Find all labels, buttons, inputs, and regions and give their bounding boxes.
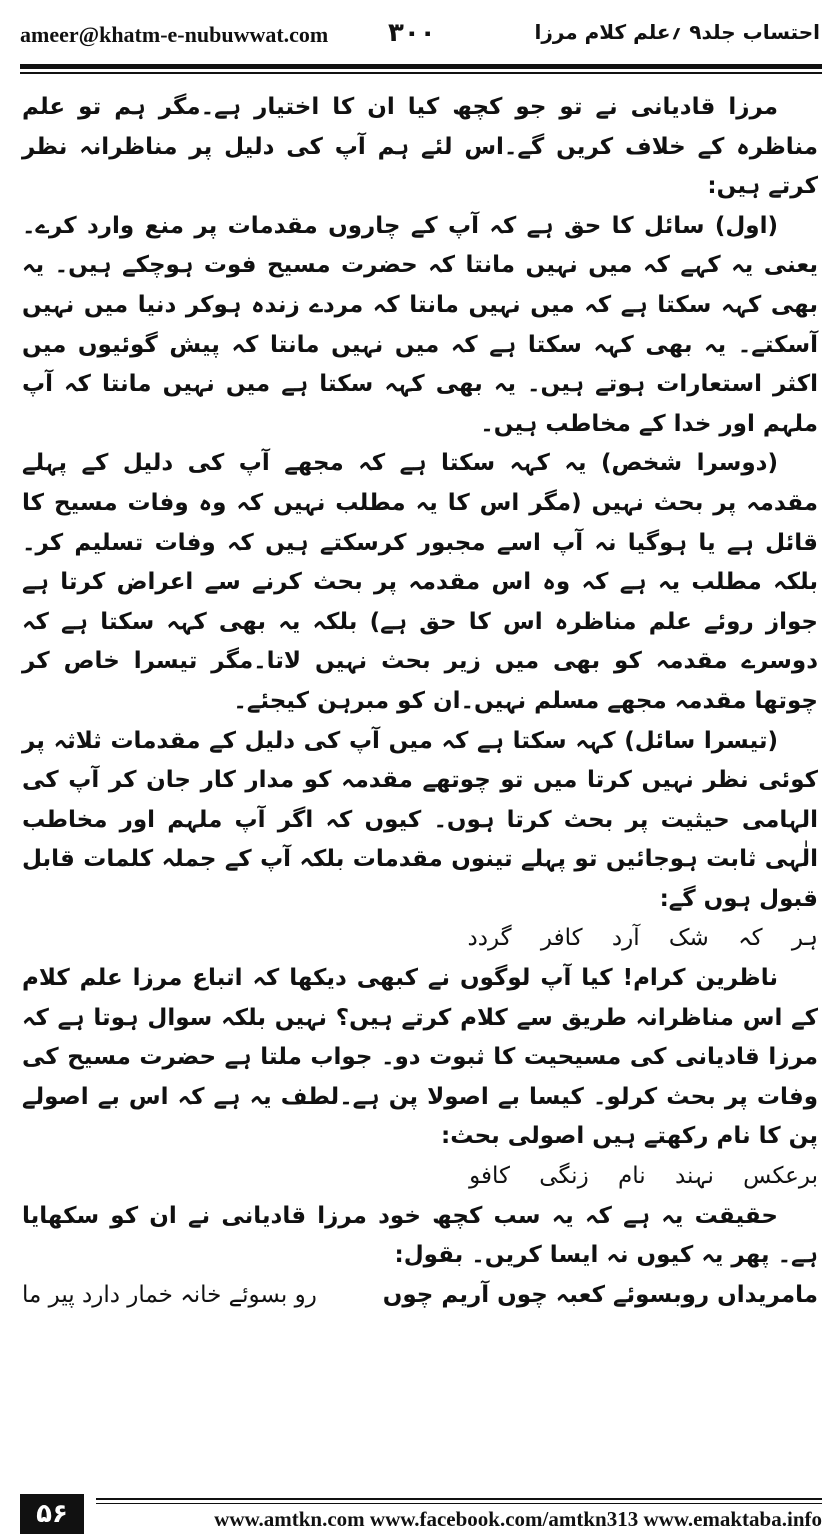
paragraph-4: (تیسرا سائل) کہہ سکتا ہے کہ میں آپ کی دلیل کے مقدمات ثلاثہ پر کوئی نظر نہیں کرتا میں تو چوتھے مقدمہ کو مدار کار جان کر آپ کی الہامی حیثیت پر بحث کرتا ہوں۔ کیوں کہ اگر آپ ملہم اور مخاطب الٰہی ثابت ہوجائیں تو پہلے تینوں مقدمات بلکہ آپ کے جملہ کلمات قابل قبول ہوں گے:: [22, 727, 818, 912]
page-header: [20, 18, 820, 58]
paragraph-6: حقیقت یہ ہے کہ یہ سب کچھ خود مرزا قادیانی نے ان کو سکھایا ہے۔ پھر یہ کیوں نہ ایسا کریں۔ بقول:: [22, 1202, 818, 1269]
footer-page-number: ۵۶: [20, 1494, 84, 1534]
verse-1: ہر کہ شک آرد کافر گردد: [467, 925, 818, 952]
verse-3: [22, 1276, 818, 1316]
paragraph-1: مرزا قادیانی نے تو جو کچھ کیا ان کا اختیار ہے۔مگر ہم تو علم مناظرہ کے خلاف کریں گے۔اس لئے ہم آپ کی دلیل پر مناظرانہ نظر کرتے ہیں:: [22, 94, 818, 200]
paragraph-2: (اول) سائل کا حق ہے کہ آپ کے چاروں مقدمات پر منع وارد کرے۔یعنی یہ کہے کہ میں نہیں مانتا کہ حضرت مسیح فوت ہوچکے ہیں۔ یہ بھی کہہ سکتا ہے کہ میں نہیں مانتا کہ مردے زندہ ہوکر دنیا میں نہیں آسکتے۔ یہ بھی کہہ سکتا ہے کہ میں نہیں مانتا کہ پیش گوئیوں میں اکثر استعارات ہوتے ہیں۔ یہ بھی کہہ سکتا ہے میں نہیں مانتا کہ آپ ملہم اور خدا کے مخاطب ہیں۔: [22, 212, 818, 437]
verse-3-first-hemistich: مامریداں روبسوئے کعبہ چوں آریم چوں: [382, 1281, 818, 1308]
header-divider-thick: [20, 64, 822, 69]
paragraph-5: ناظرین کرام! کیا آپ لوگوں نے کبھی دیکھا کہ اتباع مرزا علم کلام کے اس مناظرانہ طریق سے کلام کرتے ہیں؟ نہیں بلکہ سوال ہوتا ہے کہ مرزا قادیانی کی مسیحیت کا ثبوت دو۔ جواب ملتا ہے حضرت مسیح کی وفات پر بحث کرلو۔ کیسا بے اصولا پن ہے۔لطف یہ ہے کہ اس بے اصولے پن کا نام رکھتے ہیں اصولی بحث:: [22, 965, 818, 1150]
verse-3-second-hemistich: رو بسوئے خانہ خمار دارد پیر ما: [22, 1281, 317, 1308]
header-divider-thin: [20, 72, 822, 74]
header-page-number: ۳۰۰: [388, 18, 436, 48]
header-book-title: احتساب جلد۹ ؍علم کلام مرزا: [534, 20, 820, 44]
paragraph-3: (دوسرا شخص) یہ کہہ سکتا ہے کہ مجھے آپ کی دلیل کے پہلے مقدمہ پر بحث نہیں (مگر اس کا یہ مطلب نہیں کہ وہ وفات مسیح کا قائل ہے یا ہوگیا نہ آپ اسے مجبور کرسکتے ہیں کہ وفات تسلیم کر۔ بلکہ مطلب یہ ہے کہ وہ اس مقدمہ پر بحث کرنے سے اعراض کرتا ہے جواز روئے علم مناظرہ اس کا حق ہے) بلکہ یہ بھی کہہ سکتا ہے کہ دوسرے مقدمہ کو بھی میں زیر بحث نہیں لاتا۔مگر تیسرا خاص کر چوتھا مقدمہ مجھے مسلم نہیں۔ان کو مبرہن کیجئے۔: [22, 450, 818, 714]
footer-divider-thin: [96, 1503, 822, 1504]
page-body: [22, 88, 818, 1315]
page-footer: [20, 1494, 822, 1534]
footer-divider-thick: [96, 1498, 822, 1500]
footer-links: www.amtkn.com www.facebook.com/amtkn313 www.emaktaba.info: [214, 1507, 822, 1531]
header-email: ameer@khatm-e-nubuwwat.com: [20, 22, 329, 47]
verse-2: برعکس نہند نام زنگی کافو: [469, 1163, 818, 1190]
